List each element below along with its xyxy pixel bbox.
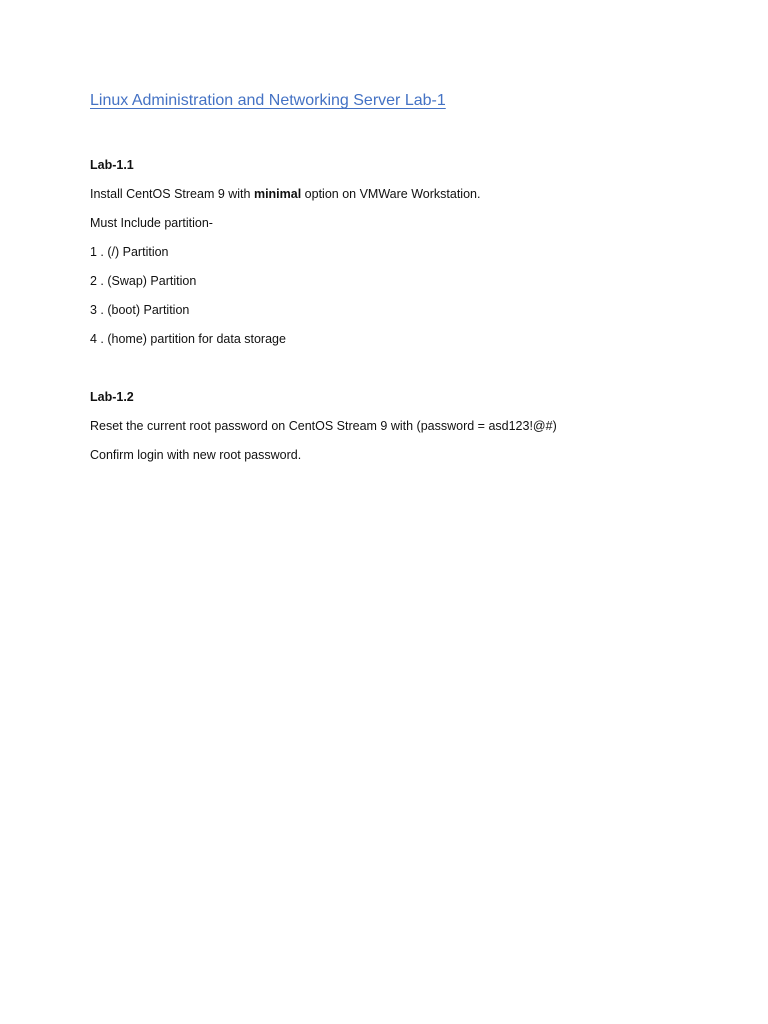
install-instruction-start: Install CentOS Stream 9 with — [90, 187, 254, 201]
partition-item-swap: 2 . (Swap) Partition — [90, 274, 197, 288]
partition-item-boot: 3 . (boot) Partition — [90, 303, 190, 317]
install-instruction — [90, 186, 480, 202]
install-instruction-emphasis: minimal — [253, 187, 302, 201]
document-title: Linux Administration and Networking Server Lab-1 — [90, 92, 446, 109]
section-heading-lab-1-1: Lab-1.1 — [90, 158, 134, 172]
reset-password-instruction: Reset the current root password on CentOS Stream 9 with (password = asd123!@#) — [90, 419, 557, 433]
partition-item-root: 1 . (/) Partition — [90, 245, 169, 259]
install-instruction-end: option on VMWare Workstation. — [301, 187, 481, 201]
confirm-login-instruction: Confirm login with new root password. — [90, 448, 302, 462]
partition-item-home: 4 . (home) partition for data storage — [90, 332, 286, 346]
section-heading-lab-1-2: Lab-1.2 — [90, 390, 134, 404]
partition-note: Must Include partition- — [90, 216, 213, 230]
